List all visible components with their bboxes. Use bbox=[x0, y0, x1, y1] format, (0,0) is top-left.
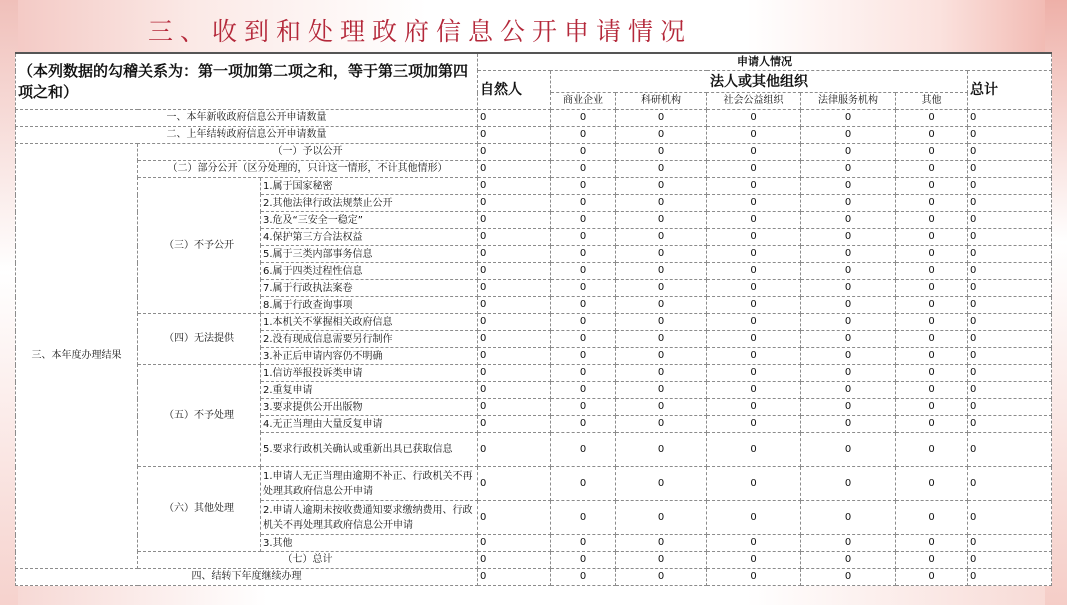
table-row bbox=[16, 467, 1052, 501]
value-cell: 0 bbox=[896, 501, 968, 535]
value-cell: 0 bbox=[616, 178, 707, 195]
value-cell: 0 bbox=[968, 501, 1052, 535]
value-cell: 0 bbox=[801, 535, 896, 552]
value-cell: 0 bbox=[616, 467, 707, 501]
value-cell: 0 bbox=[551, 110, 616, 127]
value-cell: 0 bbox=[707, 263, 801, 280]
value-cell: 0 bbox=[968, 178, 1052, 195]
value-cell: 0 bbox=[968, 229, 1052, 246]
value-cell: 0 bbox=[801, 433, 896, 467]
value-cell: 0 bbox=[968, 110, 1052, 127]
legal-orgs-header: 法人或其他组织 bbox=[551, 71, 968, 93]
row-label-subtotal: （七）总计 bbox=[138, 552, 478, 569]
value-cell: 0 bbox=[616, 212, 707, 229]
group-label-other: （六）其他处理 bbox=[138, 467, 261, 552]
table-row bbox=[16, 314, 1052, 331]
value-cell: 0 bbox=[707, 433, 801, 467]
value-cell: 0 bbox=[616, 382, 707, 399]
value-cell: 0 bbox=[707, 382, 801, 399]
value-cell: 0 bbox=[801, 280, 896, 297]
value-cell: 0 bbox=[551, 331, 616, 348]
row-label-partial: （二）部分公开（区分处理的，只计这一情形，不计其他情形） bbox=[138, 161, 478, 178]
sub-column-header: 法律服务机构 bbox=[801, 93, 896, 110]
value-cell: 0 bbox=[968, 195, 1052, 212]
value-cell: 0 bbox=[968, 416, 1052, 433]
row-label-results: 三、本年度办理结果 bbox=[16, 144, 138, 569]
value-cell: 0 bbox=[968, 144, 1052, 161]
value-cell: 0 bbox=[707, 501, 801, 535]
value-cell: 0 bbox=[707, 110, 801, 127]
value-cell: 0 bbox=[616, 297, 707, 314]
value-cell: 0 bbox=[801, 127, 896, 144]
value-cell: 0 bbox=[801, 229, 896, 246]
value-cell: 0 bbox=[616, 331, 707, 348]
value-cell: 0 bbox=[801, 365, 896, 382]
value-cell: 0 bbox=[478, 382, 551, 399]
item-label: 6.属于四类过程性信息 bbox=[261, 263, 478, 280]
value-cell: 0 bbox=[616, 399, 707, 416]
value-cell: 0 bbox=[896, 348, 968, 365]
value-cell: 0 bbox=[478, 212, 551, 229]
value-cell: 0 bbox=[707, 552, 801, 569]
value-cell: 0 bbox=[707, 178, 801, 195]
value-cell: 0 bbox=[616, 161, 707, 178]
value-cell: 0 bbox=[707, 229, 801, 246]
value-cell: 0 bbox=[707, 365, 801, 382]
value-cell: 0 bbox=[968, 552, 1052, 569]
value-cell: 0 bbox=[478, 331, 551, 348]
row-label-disclose: （一）予以公开 bbox=[138, 144, 478, 161]
value-cell: 0 bbox=[968, 127, 1052, 144]
value-cell: 0 bbox=[896, 263, 968, 280]
value-cell: 0 bbox=[551, 501, 616, 535]
item-label: 2.重复申请 bbox=[261, 382, 478, 399]
value-cell: 0 bbox=[551, 433, 616, 467]
item-label: 3.要求提供公开出版物 bbox=[261, 399, 478, 416]
value-cell: 0 bbox=[896, 161, 968, 178]
value-cell: 0 bbox=[707, 280, 801, 297]
value-cell: 0 bbox=[478, 297, 551, 314]
value-cell: 0 bbox=[801, 314, 896, 331]
value-cell: 0 bbox=[801, 399, 896, 416]
value-cell: 0 bbox=[896, 552, 968, 569]
value-cell: 0 bbox=[478, 365, 551, 382]
value-cell: 0 bbox=[616, 348, 707, 365]
value-cell: 0 bbox=[896, 382, 968, 399]
value-cell: 0 bbox=[968, 212, 1052, 229]
value-cell: 0 bbox=[478, 399, 551, 416]
table-row bbox=[16, 569, 1052, 586]
value-cell: 0 bbox=[968, 161, 1052, 178]
value-cell: 0 bbox=[478, 263, 551, 280]
sub-column-header: 科研机构 bbox=[616, 93, 707, 110]
value-cell: 0 bbox=[478, 535, 551, 552]
value-cell: 0 bbox=[896, 433, 968, 467]
natural-person-header: 自然人 bbox=[478, 71, 551, 110]
value-cell: 0 bbox=[801, 263, 896, 280]
value-cell: 0 bbox=[968, 535, 1052, 552]
applicant-header: 申请人情况 bbox=[478, 53, 1052, 71]
value-cell: 0 bbox=[616, 501, 707, 535]
value-cell: 0 bbox=[478, 467, 551, 501]
value-cell: 0 bbox=[707, 161, 801, 178]
value-cell: 0 bbox=[551, 280, 616, 297]
value-cell: 0 bbox=[551, 569, 616, 586]
value-cell: 0 bbox=[968, 467, 1052, 501]
value-cell: 0 bbox=[551, 348, 616, 365]
item-label: 4.无正当理由大量反复申请 bbox=[261, 416, 478, 433]
total-header: 总计 bbox=[968, 71, 1052, 110]
value-cell: 0 bbox=[707, 467, 801, 501]
value-cell: 0 bbox=[896, 297, 968, 314]
value-cell: 0 bbox=[707, 144, 801, 161]
value-cell: 0 bbox=[896, 399, 968, 416]
row-label-carry-next: 四、结转下年度继续办理 bbox=[16, 569, 478, 586]
page-title: 三、收到和处理政府信息公开申请情况 bbox=[148, 17, 693, 46]
value-cell: 0 bbox=[551, 535, 616, 552]
value-cell: 0 bbox=[551, 127, 616, 144]
value-cell: 0 bbox=[478, 433, 551, 467]
value-cell: 0 bbox=[551, 416, 616, 433]
value-cell: 0 bbox=[478, 195, 551, 212]
value-cell: 0 bbox=[478, 127, 551, 144]
table-row bbox=[16, 178, 1052, 195]
value-cell: 0 bbox=[478, 416, 551, 433]
value-cell: 0 bbox=[968, 433, 1052, 467]
table-row bbox=[16, 365, 1052, 382]
value-cell: 0 bbox=[478, 246, 551, 263]
value-cell: 0 bbox=[707, 535, 801, 552]
value-cell: 0 bbox=[801, 110, 896, 127]
value-cell: 0 bbox=[616, 314, 707, 331]
value-cell: 0 bbox=[968, 263, 1052, 280]
value-cell: 0 bbox=[968, 399, 1052, 416]
value-cell: 0 bbox=[896, 314, 968, 331]
value-cell: 0 bbox=[478, 110, 551, 127]
value-cell: 0 bbox=[478, 569, 551, 586]
value-cell: 0 bbox=[801, 246, 896, 263]
value-cell: 0 bbox=[896, 569, 968, 586]
value-cell: 0 bbox=[707, 314, 801, 331]
value-cell: 0 bbox=[801, 501, 896, 535]
value-cell: 0 bbox=[968, 314, 1052, 331]
sub-column-header: 社会公益组织 bbox=[707, 93, 801, 110]
value-cell: 0 bbox=[801, 348, 896, 365]
value-cell: 0 bbox=[616, 144, 707, 161]
item-label: 1.申请人无正当理由逾期不补正、行政机关不再处理其政府信息公开申请 bbox=[261, 467, 478, 501]
value-cell: 0 bbox=[707, 212, 801, 229]
value-cell: 0 bbox=[896, 127, 968, 144]
value-cell: 0 bbox=[801, 416, 896, 433]
value-cell: 0 bbox=[551, 552, 616, 569]
value-cell: 0 bbox=[551, 365, 616, 382]
value-cell: 0 bbox=[968, 297, 1052, 314]
value-cell: 0 bbox=[968, 382, 1052, 399]
item-label: 1.本机关不掌握相关政府信息 bbox=[261, 314, 478, 331]
value-cell: 0 bbox=[478, 501, 551, 535]
item-label: 7.属于行政执法案卷 bbox=[261, 280, 478, 297]
value-cell: 0 bbox=[551, 195, 616, 212]
value-cell: 0 bbox=[551, 229, 616, 246]
table-row bbox=[16, 110, 1052, 127]
value-cell: 0 bbox=[707, 416, 801, 433]
value-cell: 0 bbox=[896, 467, 968, 501]
value-cell: 0 bbox=[896, 246, 968, 263]
value-cell: 0 bbox=[478, 144, 551, 161]
table-row bbox=[16, 161, 1052, 178]
value-cell: 0 bbox=[896, 212, 968, 229]
row-label-new-requests: 一、本年新收政府信息公开申请数量 bbox=[16, 110, 478, 127]
item-label: 2.其他法律行政法规禁止公开 bbox=[261, 195, 478, 212]
value-cell: 0 bbox=[551, 382, 616, 399]
value-cell: 0 bbox=[551, 263, 616, 280]
value-cell: 0 bbox=[551, 297, 616, 314]
value-cell: 0 bbox=[707, 331, 801, 348]
value-cell: 0 bbox=[801, 212, 896, 229]
value-cell: 0 bbox=[616, 246, 707, 263]
value-cell: 0 bbox=[616, 569, 707, 586]
value-cell: 0 bbox=[896, 144, 968, 161]
value-cell: 0 bbox=[896, 195, 968, 212]
value-cell: 0 bbox=[616, 365, 707, 382]
item-label: 4.保护第三方合法权益 bbox=[261, 229, 478, 246]
value-cell: 0 bbox=[616, 110, 707, 127]
value-cell: 0 bbox=[968, 569, 1052, 586]
value-cell: 0 bbox=[551, 314, 616, 331]
value-cell: 0 bbox=[801, 467, 896, 501]
value-cell: 0 bbox=[801, 552, 896, 569]
value-cell: 0 bbox=[896, 110, 968, 127]
value-cell: 0 bbox=[707, 127, 801, 144]
value-cell: 0 bbox=[896, 229, 968, 246]
sub-column-header: 其他 bbox=[896, 93, 968, 110]
value-cell: 0 bbox=[551, 144, 616, 161]
value-cell: 0 bbox=[968, 280, 1052, 297]
group-label-unable: （四）无法提供 bbox=[138, 314, 261, 365]
value-cell: 0 bbox=[616, 127, 707, 144]
statistics-table bbox=[15, 52, 1052, 586]
row-label-carried-over: 二、上年结转政府信息公开申请数量 bbox=[16, 127, 478, 144]
item-label: 2.没有现成信息需要另行制作 bbox=[261, 331, 478, 348]
value-cell: 0 bbox=[801, 382, 896, 399]
value-cell: 0 bbox=[896, 535, 968, 552]
value-cell: 0 bbox=[801, 195, 896, 212]
item-label: 2.申请人逾期未按收费通知要求缴纳费用、行政机关不再处理其政府信息公开申请 bbox=[261, 501, 478, 535]
value-cell: 0 bbox=[801, 297, 896, 314]
value-cell: 0 bbox=[616, 195, 707, 212]
item-label: 3.补正后申请内容仍不明确 bbox=[261, 348, 478, 365]
item-label: 5.属于三类内部事务信息 bbox=[261, 246, 478, 263]
item-label: 1.信访举报投诉类申请 bbox=[261, 365, 478, 382]
value-cell: 0 bbox=[616, 416, 707, 433]
group-label-not_processed: （五）不予处理 bbox=[138, 365, 261, 467]
value-cell: 0 bbox=[551, 246, 616, 263]
value-cell: 0 bbox=[616, 433, 707, 467]
item-label: 1.属于国家秘密 bbox=[261, 178, 478, 195]
value-cell: 0 bbox=[616, 552, 707, 569]
value-cell: 0 bbox=[478, 229, 551, 246]
value-cell: 0 bbox=[707, 246, 801, 263]
value-cell: 0 bbox=[551, 212, 616, 229]
group-label-withhold: （三）不予公开 bbox=[138, 178, 261, 314]
value-cell: 0 bbox=[707, 297, 801, 314]
value-cell: 0 bbox=[968, 365, 1052, 382]
value-cell: 0 bbox=[896, 280, 968, 297]
value-cell: 0 bbox=[478, 314, 551, 331]
value-cell: 0 bbox=[801, 331, 896, 348]
value-cell: 0 bbox=[478, 348, 551, 365]
value-cell: 0 bbox=[478, 552, 551, 569]
table-note: （本列数据的勾稽关系为：第一项加第二项之和，等于第三项加第四项之和） bbox=[16, 53, 478, 110]
value-cell: 0 bbox=[896, 365, 968, 382]
value-cell: 0 bbox=[801, 161, 896, 178]
sub-column-header: 商业企业 bbox=[551, 93, 616, 110]
value-cell: 0 bbox=[616, 229, 707, 246]
item-label: 5.要求行政机关确认或重新出具已获取信息 bbox=[261, 433, 478, 467]
item-label: 3.危及“三安全一稳定” bbox=[261, 212, 478, 229]
value-cell: 0 bbox=[801, 569, 896, 586]
value-cell: 0 bbox=[707, 399, 801, 416]
value-cell: 0 bbox=[968, 331, 1052, 348]
value-cell: 0 bbox=[896, 178, 968, 195]
value-cell: 0 bbox=[968, 246, 1052, 263]
table-row bbox=[16, 552, 1052, 569]
table-row bbox=[16, 144, 1052, 161]
value-cell: 0 bbox=[707, 569, 801, 586]
value-cell: 0 bbox=[896, 416, 968, 433]
value-cell: 0 bbox=[478, 178, 551, 195]
value-cell: 0 bbox=[478, 280, 551, 297]
value-cell: 0 bbox=[968, 348, 1052, 365]
item-label: 3.其他 bbox=[261, 535, 478, 552]
value-cell: 0 bbox=[616, 263, 707, 280]
value-cell: 0 bbox=[616, 535, 707, 552]
value-cell: 0 bbox=[896, 331, 968, 348]
value-cell: 0 bbox=[551, 399, 616, 416]
value-cell: 0 bbox=[801, 178, 896, 195]
value-cell: 0 bbox=[478, 161, 551, 178]
value-cell: 0 bbox=[707, 195, 801, 212]
value-cell: 0 bbox=[551, 161, 616, 178]
value-cell: 0 bbox=[616, 280, 707, 297]
table-row bbox=[16, 127, 1052, 144]
value-cell: 0 bbox=[551, 467, 616, 501]
value-cell: 0 bbox=[801, 144, 896, 161]
value-cell: 0 bbox=[707, 348, 801, 365]
value-cell: 0 bbox=[551, 178, 616, 195]
item-label: 8.属于行政查询事项 bbox=[261, 297, 478, 314]
